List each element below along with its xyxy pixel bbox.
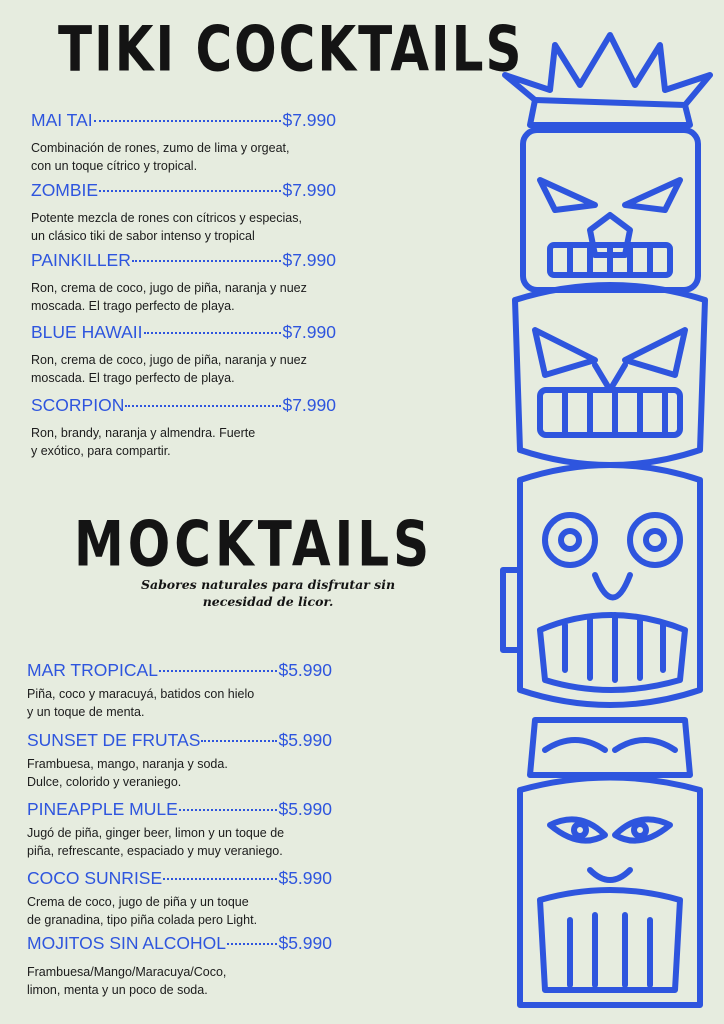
item-name: PAINKILLER <box>31 250 131 270</box>
dot-leader <box>159 670 278 672</box>
menu-item-blue-hawaii <box>31 322 336 387</box>
item-description: Potente mezcla de rones con cítricos y especias, <box>31 211 302 225</box>
item-description: Crema de coco, jugo de piña y un toque <box>27 895 249 909</box>
item-description: Ron, brandy, naranja y almendra. Fuerte <box>31 426 256 440</box>
menu-item-sunset-de-frutas <box>27 730 332 791</box>
item-description: de granadina, tipo piña colada pero Light. <box>27 912 258 927</box>
item-description: Dulce, colorido y veraniego. <box>27 774 182 789</box>
item-description: y un toque de menta. <box>27 704 145 719</box>
tagline-line: necesidad de licor. <box>202 594 334 609</box>
item-price: $5.990 <box>278 868 332 888</box>
item-price: $7.990 <box>282 395 336 415</box>
item-price: $7.990 <box>282 110 336 130</box>
tagline-line: Sabores naturales para disfrutar sin <box>140 577 396 592</box>
menu-item-mar-tropical <box>27 660 332 721</box>
item-description: Ron, crema de coco, jugo de piña, naranja y nuez <box>31 353 307 367</box>
menu-item-scorpion <box>31 395 336 460</box>
item-description: moscada. El trago perfecto de playa. <box>31 370 235 385</box>
dot-leader <box>227 943 277 945</box>
menu-item-mojitos-sin-alcohol <box>27 933 332 999</box>
item-price: $7.990 <box>282 250 336 270</box>
item-description: Ron, crema de coco, jugo de piña, naranja y nuez <box>31 281 307 295</box>
item-description: Jugó de piña, ginger beer, limon y un toque de <box>27 826 285 840</box>
dot-leader <box>144 332 282 334</box>
menu-item-mai-tai <box>31 110 336 175</box>
dot-leader <box>94 120 282 122</box>
item-description: limon, menta y un poco de soda. <box>27 982 208 997</box>
dot-leader <box>201 740 277 742</box>
item-price: $7.990 <box>282 322 336 342</box>
item-name: SUNSET DE FRUTAS <box>27 730 201 750</box>
item-description: Piña, coco y maracuyá, batidos con hielo <box>27 687 255 701</box>
item-name: MAR TROPICAL <box>27 660 158 680</box>
item-description: piña, refrescante, espaciado y muy veraniego. <box>27 843 283 858</box>
dot-leader <box>125 405 281 407</box>
item-description: un clásico tiki de sabor intenso y tropical <box>31 228 255 243</box>
item-name: COCO SUNRISE <box>27 868 163 888</box>
menu-item-zombie <box>31 180 336 245</box>
dot-leader <box>179 809 278 811</box>
item-price: $5.990 <box>278 730 332 750</box>
item-description: y exótico, para compartir. <box>31 443 171 458</box>
item-name: MOJITOS SIN ALCOHOL <box>27 933 227 953</box>
dot-leader <box>163 878 277 880</box>
item-description: Frambuesa/Mango/Maracuya/Coco, <box>27 965 227 979</box>
menu-item-coco-sunrise <box>27 868 332 929</box>
dot-leader <box>132 260 282 262</box>
item-name: MAI TAI <box>31 110 93 130</box>
item-price: $5.990 <box>278 660 332 680</box>
mocktails-tagline <box>138 576 398 610</box>
menu-item-pineapple-mule <box>27 799 332 860</box>
item-name: BLUE HAWAII <box>31 322 143 342</box>
menu-item-painkiller <box>31 250 336 315</box>
item-price: $7.990 <box>282 180 336 200</box>
item-price: $5.990 <box>278 933 332 953</box>
dot-leader <box>99 190 281 192</box>
item-description: con un toque cítrico y tropical. <box>31 158 198 173</box>
item-description: Frambuesa, mango, naranja y soda. <box>27 757 228 771</box>
item-name: PINEAPPLE MULE <box>27 799 178 819</box>
item-name: ZOMBIE <box>31 180 99 200</box>
mocktails-title: MOCKTAILS <box>74 508 434 581</box>
item-description: Combinación de rones, zumo de lima y orgeat, <box>31 141 290 155</box>
item-name: SCORPION <box>31 395 125 415</box>
tiki-totem-icon <box>495 30 724 1020</box>
item-price: $5.990 <box>278 799 332 819</box>
item-description: moscada. El trago perfecto de playa. <box>31 298 235 313</box>
tiki-cocktails-title: TIKI COCKTAILS <box>58 13 524 86</box>
